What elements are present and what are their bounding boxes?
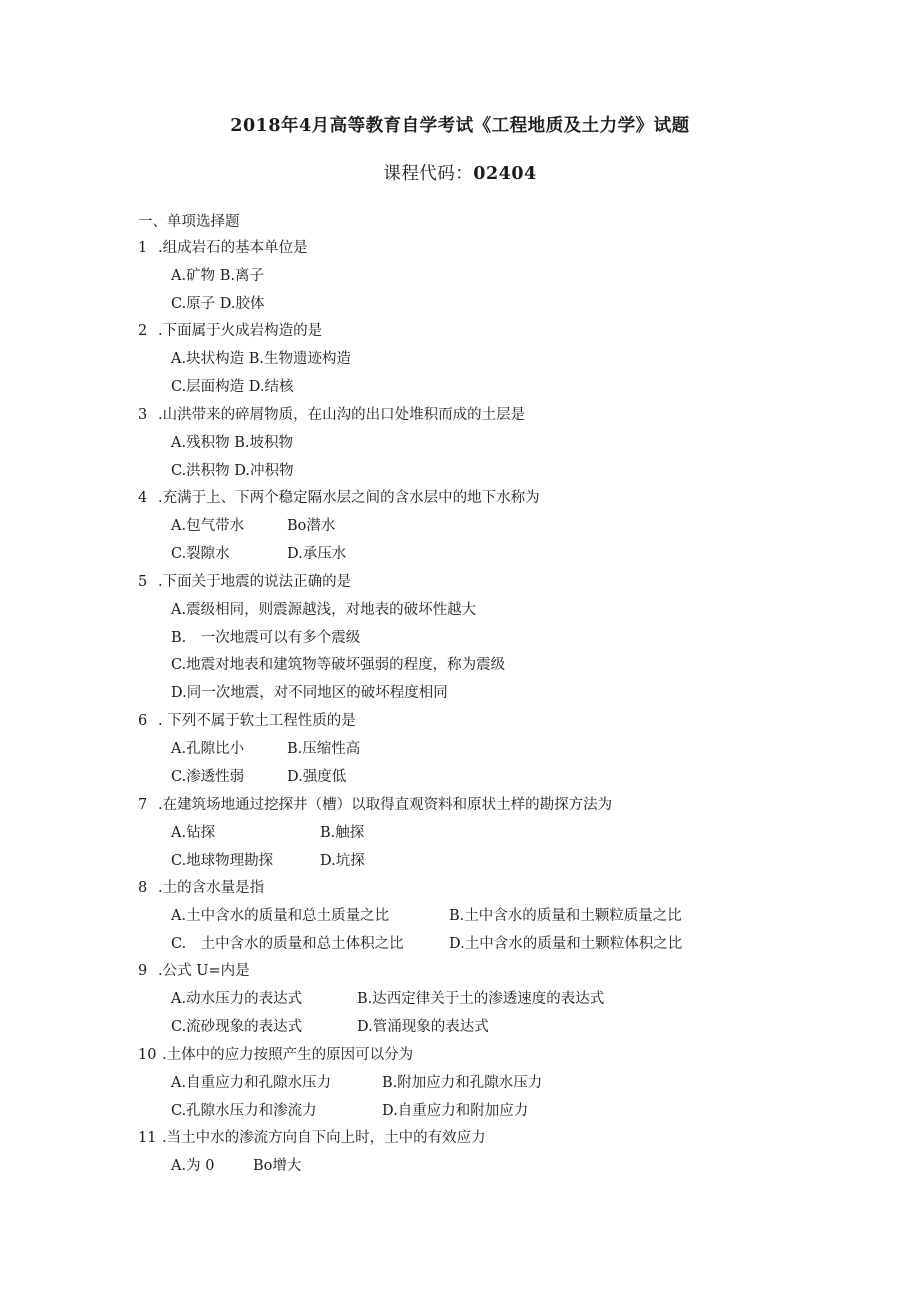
- answer-option: A.钻探: [171, 824, 216, 841]
- answer-option: D.管涌现象的表达式: [357, 1018, 489, 1035]
- question-number: 11: [138, 1130, 157, 1146]
- answer-option: B. 一次地震可以有多个震级: [171, 629, 361, 646]
- answer-option: C.原子 D.胶体: [171, 295, 265, 312]
- answer-option: D.同一次地震，对不同地区的破坏程度相同: [171, 685, 448, 702]
- answer-option: C.洪积物 D.冲积物: [171, 462, 294, 479]
- answer-option: A.震级相同，则震源越浅，对地表的破坏性越大: [171, 601, 477, 618]
- answer-option: D.自重应力和附加应力: [382, 1102, 529, 1119]
- answer-option: A.残积物 B.坡积物: [171, 434, 293, 451]
- answer-option: C.渗透性弱: [171, 768, 245, 785]
- answer-option: Bo增大: [253, 1157, 302, 1174]
- question-text: .下面属于火成岩构造的是: [158, 323, 323, 339]
- question-stem: [138, 572, 351, 592]
- answer-option: D.强度低: [287, 768, 347, 785]
- question-number: 1: [138, 240, 148, 256]
- question-stem: [138, 488, 540, 508]
- answer-option: A.包气带水: [171, 517, 245, 534]
- answer-option: C.地球物理勘探: [171, 852, 274, 869]
- answer-option: C.裂隙水: [171, 545, 230, 562]
- answer-option: B.达西定律关于土的渗透速度的表达式: [357, 990, 605, 1007]
- question-number: 2: [138, 323, 148, 339]
- question-stem: [138, 961, 250, 981]
- answer-option: Bo潜水: [287, 517, 336, 534]
- answer-option: A.土中含水的质量和总土质量之比: [171, 907, 390, 924]
- answer-option: A.动水压力的表达式: [171, 990, 303, 1007]
- question-number: 3: [138, 407, 148, 423]
- course-code: 02404: [473, 164, 537, 184]
- answer-option: B.压缩性高: [287, 740, 361, 757]
- question-number: 10: [138, 1047, 157, 1063]
- question-stem: [138, 238, 308, 258]
- question-number: 7: [138, 797, 148, 813]
- question-stem: [138, 1045, 413, 1065]
- question-number: 6: [138, 713, 148, 729]
- answer-option: B.附加应力和孔隙水压力: [382, 1074, 543, 1091]
- question-stem: [138, 878, 264, 898]
- answer-option: B.触探: [320, 824, 365, 841]
- question-stem: [138, 321, 322, 341]
- question-number: 8: [138, 880, 148, 896]
- answer-option: A.块状构造 B.生物遗迹构造: [171, 350, 351, 367]
- answer-option: D.承压水: [287, 545, 347, 562]
- question-text: .在建筑场地通过挖探井（槽）以取得直观资料和原状土样的勘探方法为: [158, 797, 613, 813]
- question-text: .土体中的应力按照产生的原因可以分为: [162, 1047, 414, 1063]
- question-stem: [138, 405, 525, 425]
- answer-option: A.矿物 B.离子: [171, 267, 264, 284]
- question-text: . 下列不属于软土工程性质的是: [158, 713, 356, 729]
- question-number: 5: [138, 574, 148, 590]
- question-number: 4: [138, 490, 148, 506]
- question-stem: [138, 711, 356, 731]
- question-text: .充满于上、下两个稳定隔水层之间的含水层中的地下水称为: [158, 490, 540, 506]
- section-title: 一、单项选择题: [138, 214, 240, 230]
- question-stem: [138, 1128, 486, 1148]
- answer-option: D.土中含水的质量和土颗粒体积之比: [449, 935, 683, 952]
- question-text: .山洪带来的碎屑物质，在山沟的出口处堆积而成的土层是: [158, 407, 526, 423]
- question-text: .土的含水量是指: [158, 880, 265, 896]
- question-text: .下面关于地震的说法正确的是: [158, 574, 352, 590]
- question-text: .组成岩石的基本单位是: [158, 240, 308, 256]
- question-text: .当土中水的渗流方向自下向上时，土中的有效应力: [162, 1130, 486, 1146]
- answer-option: A.孔隙比小: [171, 740, 245, 757]
- question-number: 9: [138, 963, 148, 979]
- answer-option: B.土中含水的质量和土颗粒质量之比: [449, 907, 682, 924]
- answer-option: C.地震对地表和建筑物等破坏强弱的程度，称为震级: [171, 657, 506, 674]
- answer-option: C.层面构造 D.结核: [171, 378, 294, 395]
- answer-option: C.孔隙水压力和渗流力: [171, 1102, 317, 1119]
- course-code-label: 课程代码：: [383, 164, 474, 184]
- question-text: .公式 U=内是: [158, 963, 250, 979]
- course-code-line: [0, 160, 920, 185]
- exam-title: 2018年4月高等教育自学考试《工程地质及土力学》试题: [230, 116, 690, 136]
- answer-option: A.为 0: [171, 1157, 215, 1174]
- answer-option: D.坑探: [320, 852, 365, 869]
- answer-option: A.自重应力和孔隙水压力: [171, 1074, 332, 1091]
- question-stem: [138, 795, 612, 815]
- answer-option: C. 土中含水的质量和总土体积之比: [171, 935, 404, 952]
- answer-option: C.流砂现象的表达式: [171, 1018, 303, 1035]
